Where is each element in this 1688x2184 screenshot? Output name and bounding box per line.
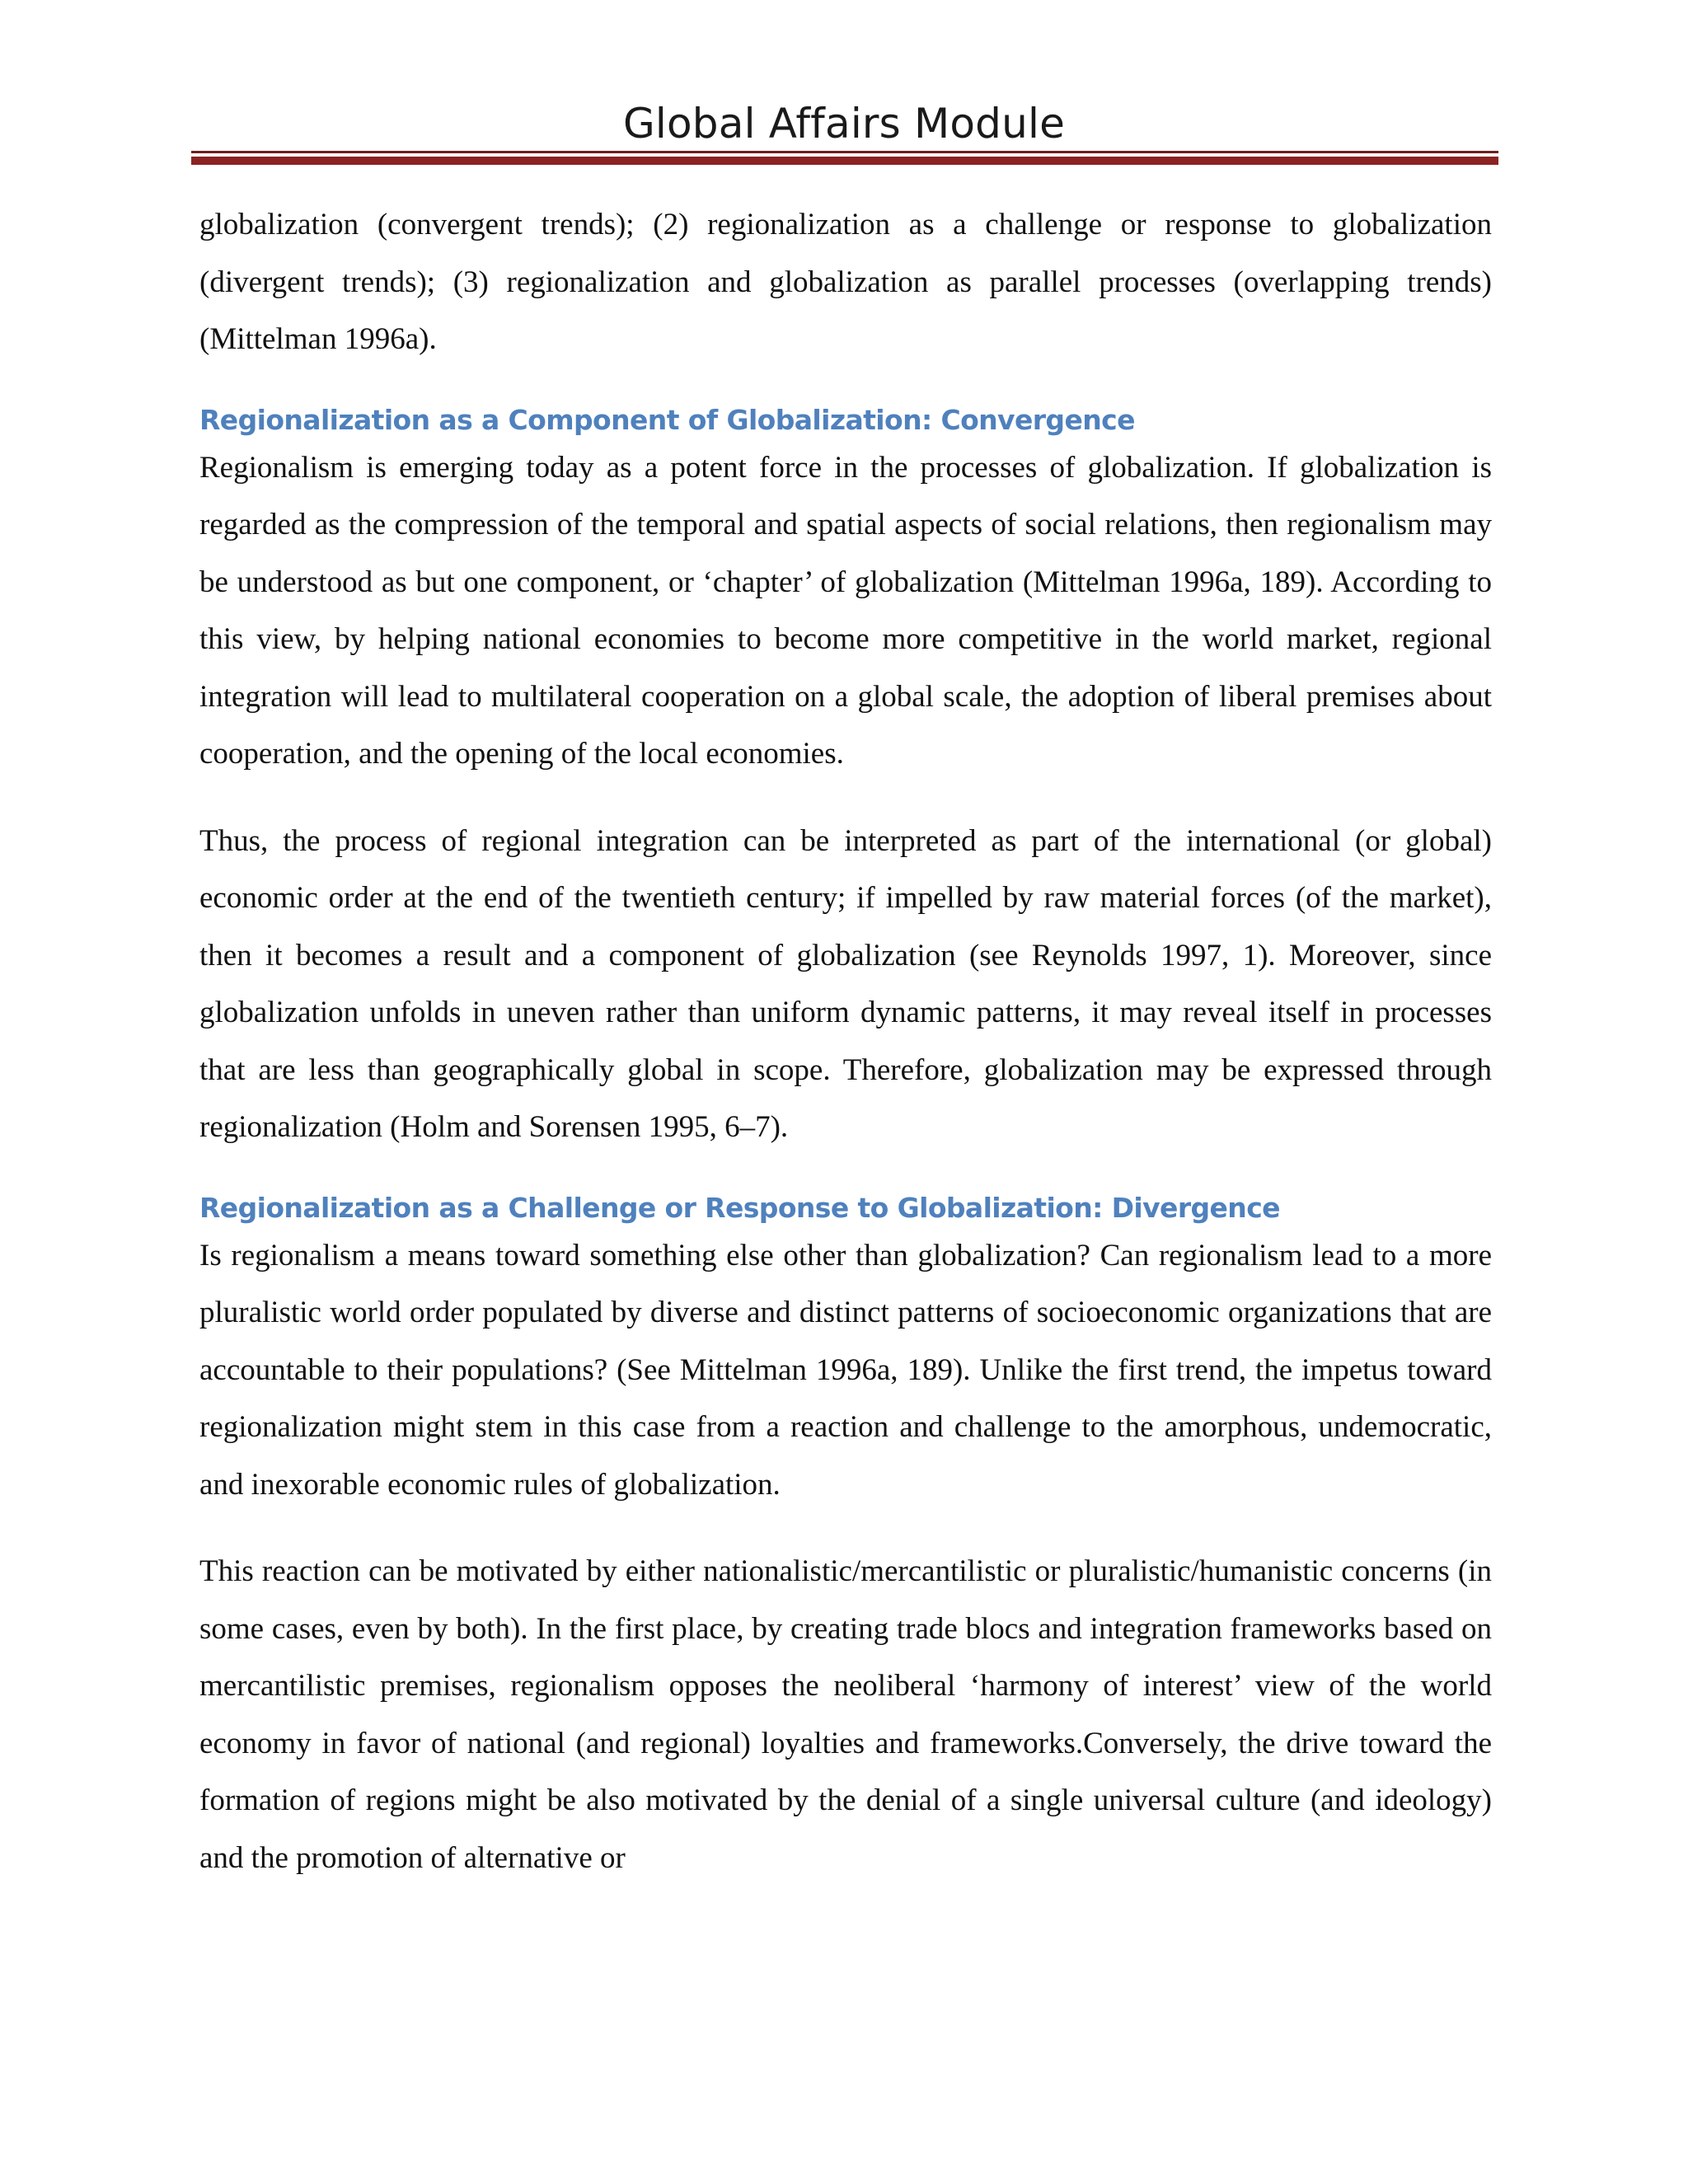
paragraph-1: globalization (convergent trends); (2) regionalization as a challenge or response to globalization (divergent trends); (3) regionalization and globalization as parallel processes (overlapping trends) (Mittelman 1996a).: [199, 208, 1492, 356]
paragraph-4: Is regionalism a means toward something else other than globalization? Can regionalism lead to a more pluralistic world order populated by diverse and distinct patterns of socioeconomic organizations that are accountable to their populations? (See Mittelman 1996a, 189). Unlike the first trend, the impetus toward regionalization might stem in this case from a reaction and challenge to the amorphous, undemocratic, and inexorable economic rules of globalization.: [199, 1238, 1492, 1502]
header-rule-thin: [191, 151, 1498, 153]
document-body: [199, 196, 1492, 1886]
header-rule-thick: [191, 157, 1498, 165]
section-heading-divergence: Regionalization as a Challenge or Response to Globalization: Divergence: [199, 1191, 1280, 1224]
page-header-title: Global Affairs Module: [622, 100, 1066, 148]
section-heading-convergence: Regionalization as a Component of Globalization: Convergence: [199, 403, 1135, 436]
paragraph-2: Regionalism is emerging today as a potent force in the processes of globalization. If globalization is regarded as the compression of the temporal and spatial aspects of social relations, then regionalism may be understood as but one component, or ‘chapter’ of globalization (Mittelman 1996a, 189). According to this view, by helping national economies to become more competitive in the world market, regional integration will lead to multilateral cooperation on a global scale, the adoption of liberal premises about cooperation, and the opening of the local economies.: [199, 450, 1492, 771]
paragraph-3: Thus, the process of regional integration can be interpreted as part of the international (or global) economic order at the end of the twentieth century; if impelled by raw material forces (of the market), then it becomes a result and a component of globalization (see Reynolds 1997, 1). Moreover, since globalization unfolds in uneven rather than uniform dynamic patterns, it may reveal itself in processes that are less than geographically global in scope. Therefore, globalization may be expressed through regionalization (Holm and Sorensen 1995, 6–7).: [199, 823, 1492, 1144]
paragraph-5: This reaction can be motivated by either nationalistic/mercantilistic or pluralistic/humanistic concerns (in some cases, even by both). In the first place, by creating trade blocs and integration frameworks based on mercantilistic premises, regionalism opposes the neoliberal ‘harmony of interest’ view of the world economy in favor of national (and regional) loyalties and frameworks.Conversely, the drive toward the formation of regions might be also motivated by the denial of a single universal culture (and ideology) and the promotion of alternative or: [199, 1554, 1492, 1875]
